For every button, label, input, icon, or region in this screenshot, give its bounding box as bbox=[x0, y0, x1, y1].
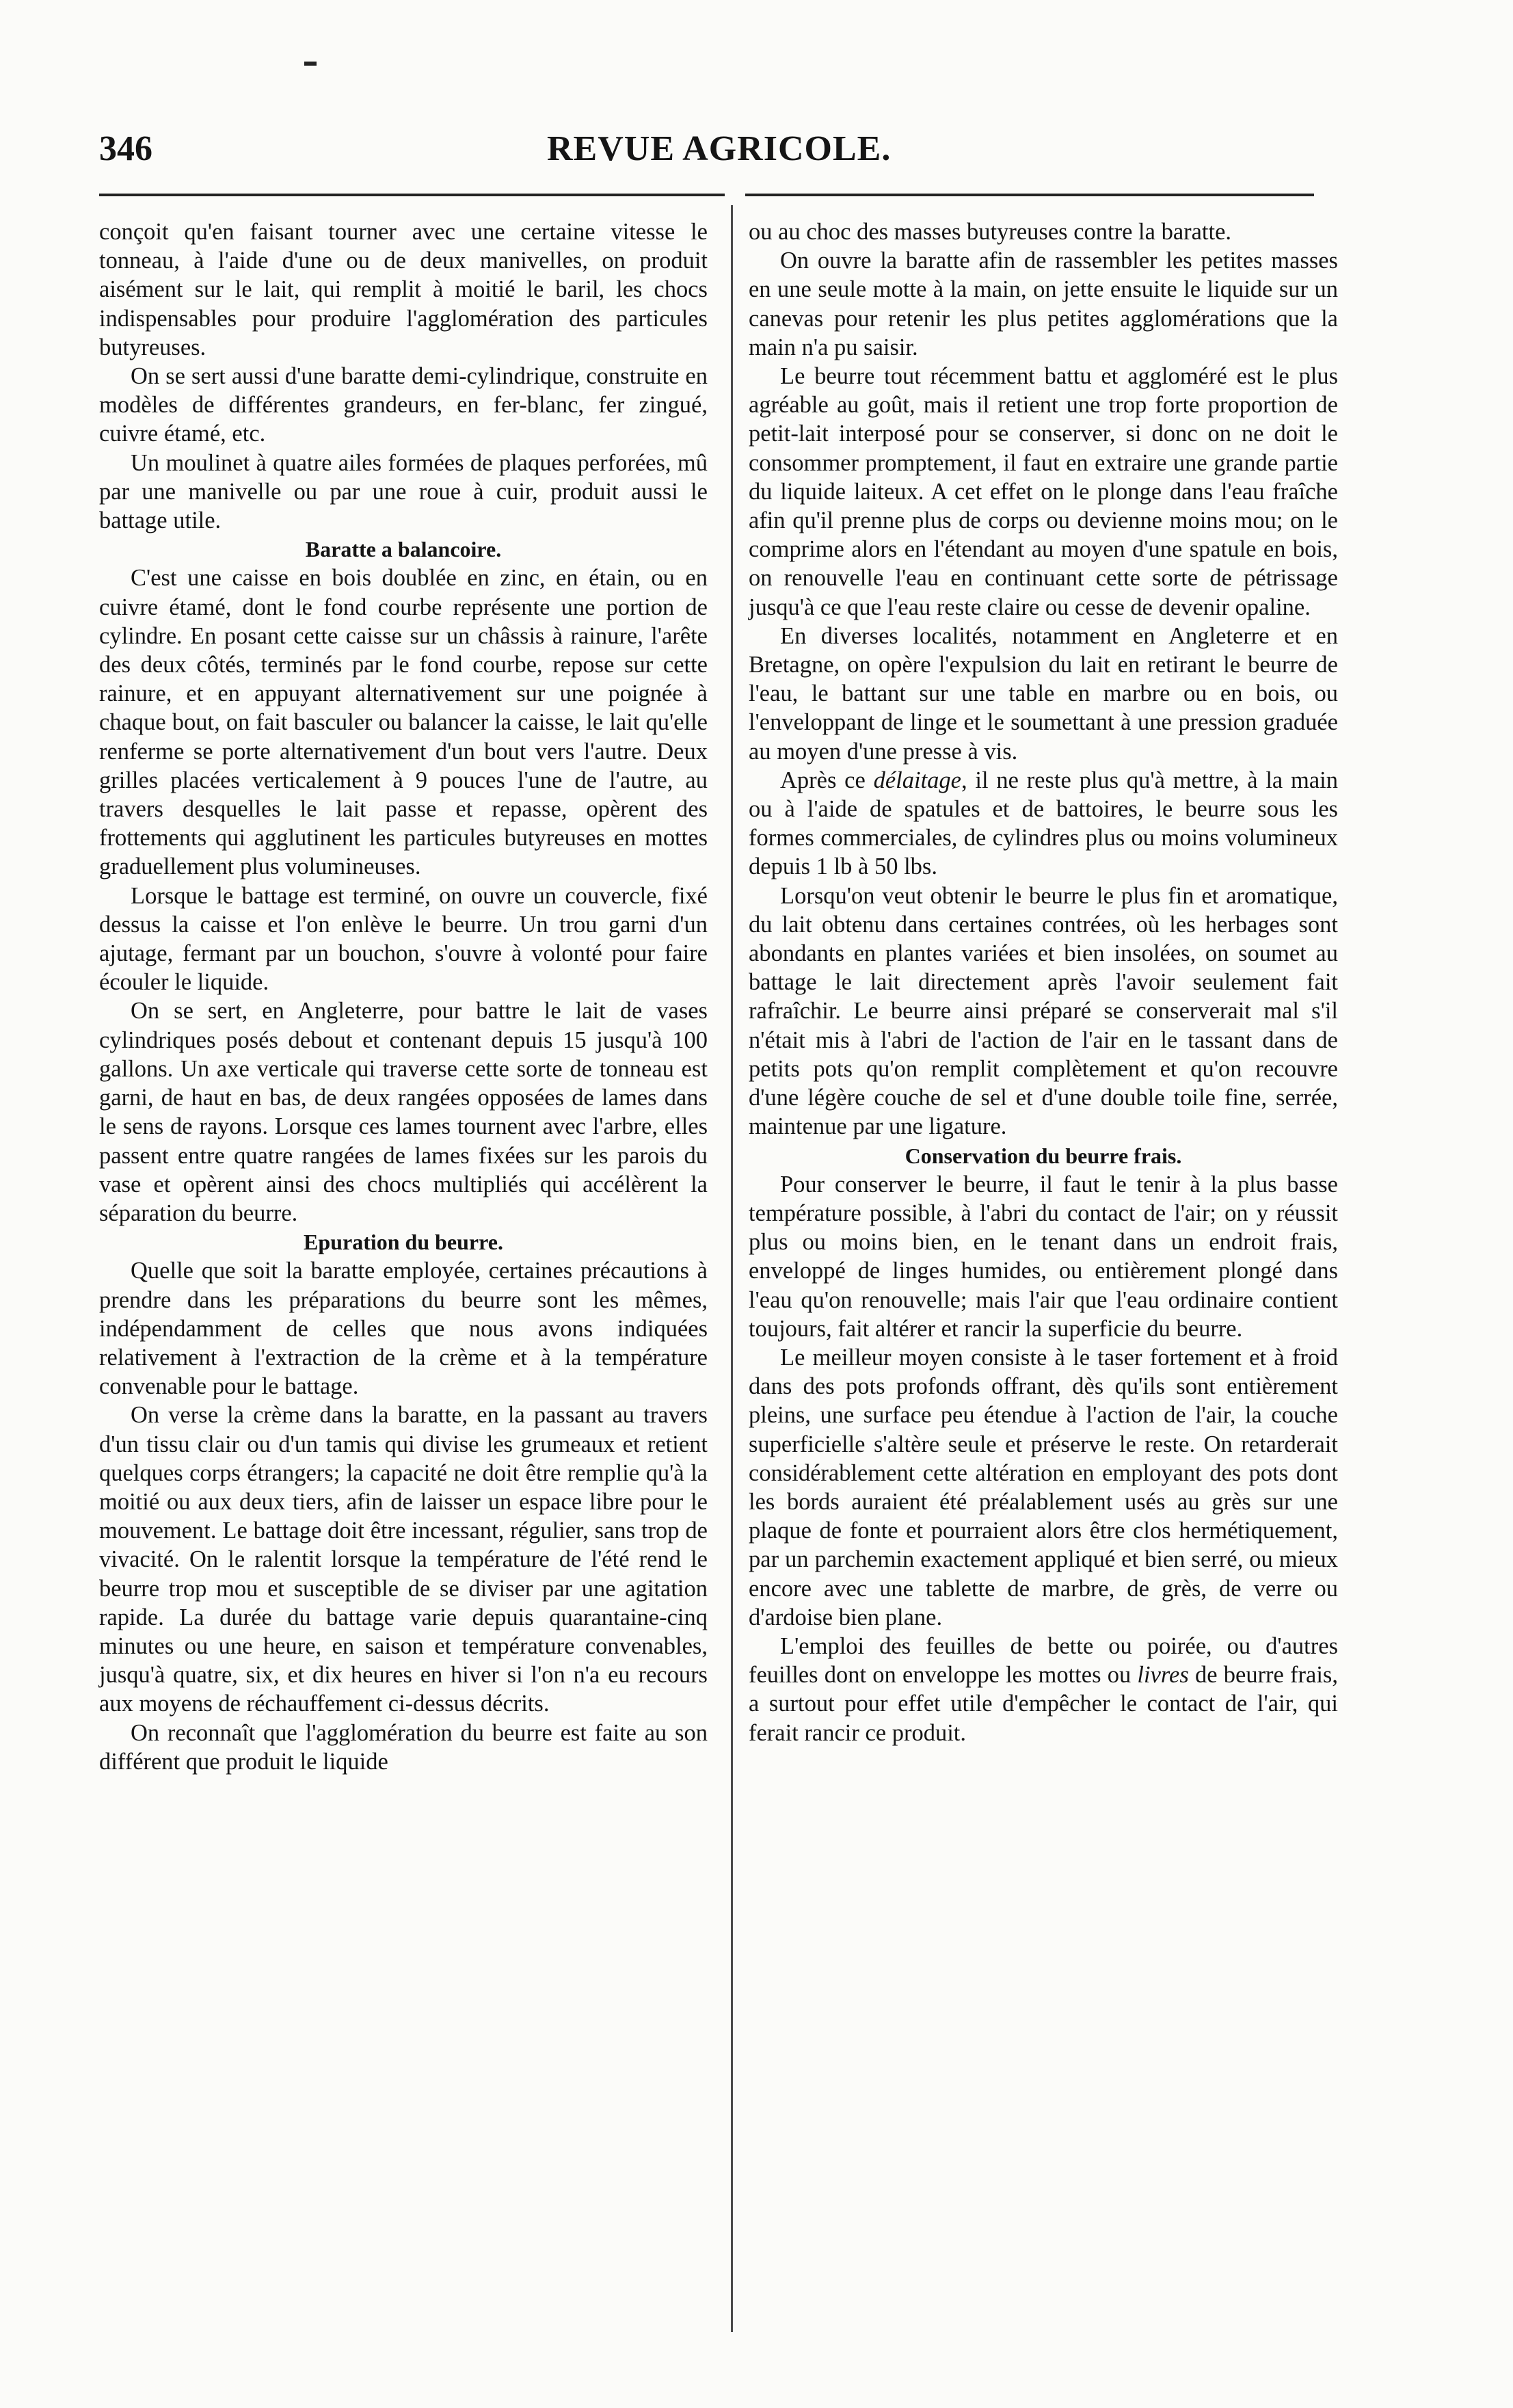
paragraph: ou au choc des masses butyreuses contre la baratte. bbox=[749, 219, 1232, 245]
paragraph: Le beurre tout récemment battu et aggloméré est le plus agréable au goût, mais il retient une trop forte proportion de petit-lait interposé pour se conserver, si donc on ne doit le consommer promptement, il faut en extraire une grande partie du liquide laiteux. A cet effet on le plonge dans l'eau fraîche afin qu'il prenne plus de corps ou devienne moins mou; on le comprime alors en l'étendant au moyen d'une spatule en bois, on renouvelle l'eau en continuant cette sorte de pétrissage jusqu'à ce que l'eau reste claire ou cesse de devenir opaline. bbox=[749, 363, 1338, 620]
paragraph: Lorsque le battage est terminé, on ouvre un couvercle, fixé dessus la caisse et l'on enlève le beurre. Un trou garni d'un ajutage, fermant par un bouchon, s'ouvre à volonté pour faire écouler le liquide. bbox=[99, 882, 708, 996]
paragraph: C'est une caisse en bois doublée en zinc, en étain, ou en cuivre étamé, dont le fond courbe représente une portion de cylindre. En posant cette caisse sur un châssis à rainure, l'arête des deux côtés, terminés par le fond courbe, repose sur cette rainure, et en appuyant alternativement sur une poignée à chaque bout, on fait basculer ou balancer la caisse, le lait qu'elle renferme se porte alternativement d'un bout vers l'autre. Deux grilles placées verticalement à 9 pouces l'une de l'autre, au travers desquelles le lait passe et repasse, opèrent des frottements qui agglutinent les particules butyreuses en mottes graduellement plus volumineuses. bbox=[99, 565, 708, 880]
paragraph: On verse la crème dans la baratte, en la passant au travers d'un tissu clair ou d'un tamis qui divise les grumeaux et retient quelques corps étrangers; la capacité ne doit être remplie qu'à la moitié ou aux deux tiers, afin de laisser un espace libre pour le mouvement. Le battage doit être incessant, régulier, sans trop de vivacité. On le ralentit lorsque la température de l'été rend le beurre trop mou et susceptible de se diviser par une agitation rapide. La durée du battage varie depuis quarantaine-cinq minutes ou une heure, en saison et température convenables, jusqu'à quatre, six, et dix heures en hiver si l'on n'a eu recours aux moyens de réchauffement ci-dessus décrits. bbox=[99, 1402, 708, 1717]
paragraph: Un moulinet à quatre ailes formées de plaques perforées, mû par une manivelle ou par une roue à cuir, produit aussi le battage utile. bbox=[99, 449, 708, 534]
header-rule-right bbox=[745, 194, 1314, 196]
paragraph: Pour conserver le beurre, il faut le tenir à la plus basse température possible, à l'abri du contact de l'air; on y réussit plus ou moins bien, en le tenant dans un endroit frais, enveloppé de linges humides, ou entièrement plongé dans l'eau qu'on renouvelle; mais l'air que l'eau ordinaire contient toujours, fait altérer et rancir la superficie du beurre. bbox=[749, 1171, 1338, 1342]
right-column bbox=[749, 217, 1338, 1747]
paragraph-text: Après ce bbox=[780, 767, 874, 793]
paragraph-text: de beurre frais, a surtout pour effet utile d'empêcher le contact de l'air, qui ferait rancir ce produit. bbox=[749, 1662, 1338, 1746]
paragraph-text: , il ne reste plus qu'à mettre, à la main ou à l'aide de spatules et de battoires, le beurre sous les formes commerciales, de cylindres plus ou moins volumineux depuis 1 lb à 50 lbs. bbox=[749, 767, 1338, 880]
ink-mark bbox=[304, 62, 317, 66]
paragraph-text: L'emploi des feuilles de bette ou poirée, ou d'autres feuilles dont on enveloppe les mottes ou bbox=[749, 1632, 1338, 1689]
paragraph: En diverses localités, notamment en Angleterre et en Bretagne, on opère l'expulsion du lait en retirant le beurre de l'eau, le battant sur une table en marbre ou en bois, ou l'enveloppant de linge et le soumettant à une pression graduée au moyen d'une presse à vis. bbox=[749, 622, 1338, 765]
section-heading: Epuration du beurre. bbox=[304, 1230, 503, 1255]
italic-term: délaitage bbox=[873, 767, 961, 793]
paragraph bbox=[749, 766, 1338, 882]
section-heading: Baratte a balancoire. bbox=[305, 537, 502, 562]
column-divider bbox=[731, 205, 733, 2332]
page-number: 346 bbox=[99, 129, 152, 168]
paragraph: On se sert aussi d'une baratte demi-cylindrique, construite en modèles de différentes grandeurs, en fer-blanc, fer zingué, cuivre étamé, etc. bbox=[99, 363, 708, 447]
paragraph: conçoit qu'en faisant tourner avec une certaine vitesse le tonneau, à l'aide d'une ou de deux manivelles, on produit aisément sur le lait, qui remplit à moitié le baril, les chocs indispensables pour produire l'agglomération des particules butyreuses. bbox=[99, 219, 708, 360]
running-title: REVUE AGRICOLE. bbox=[547, 129, 892, 168]
paragraph: Lorsqu'on veut obtenir le beurre le plus fin et aromatique, du lait obtenu dans certaines contrées, où les herbages sont abondants en plantes variées et bien insolées, on soumet au battage le lait directement après l'avoir seulement fait rafraîchir. Le beurre ainsi préparé se conserverait mal s'il n'était mis à l'abri de l'action de l'air en le tassant dans de petits pots qu'on remplit complètement et qu'on recouvre d'une légère couche de sel et d'une double toile fine, serrée, maintenue par une ligature. bbox=[749, 882, 1338, 1140]
paragraph: On se sert, en Angleterre, pour battre le lait de vases cylindriques posés debout et contenant depuis 15 jusqu'à 100 gallons. Un axe verticale qui traverse cette sorte de tonneau est garni, de haut en bas, de deux rangées opposées de lames dans le sens de rayons. Lorsque ces lames tournent avec l'arbre, elles passent entre quatre rangées de lames fixées sur les parois du vase et opèrent ainsi des chocs multipliés qui accélèrent la séparation du beurre. bbox=[99, 998, 708, 1226]
paragraph: Le meilleur moyen consiste à le taser fortement et à froid dans des pots profonds offrant, dès qu'ils sont entièrement pleins, une surface peu étendue à l'action de l'air, la couche superficielle s'altère seule et préserve le reste. On retarderait considérablement cette altération en employant des pots dont les bords auraient été préalablement usés au grès sur une plaque de fonte et pourraient alors être clos hermétiquement, par un parchemin exactement appliqué et bien serré, ou mieux encore avec une tablette de marbre, de grès, de verre ou d'ardoise bien plane. bbox=[749, 1344, 1338, 1630]
paragraph: On ouvre la baratte afin de rassembler les petites masses en une seule motte à la main, on jette ensuite le liquide sur un canevas pour retenir les plus petites agglomérations que la main n'a pu saisir. bbox=[749, 248, 1338, 360]
section-heading: Conservation du beurre frais. bbox=[905, 1143, 1182, 1168]
left-column bbox=[99, 217, 708, 1776]
paragraph bbox=[749, 1632, 1338, 1747]
paragraph: Quelle que soit la baratte employée, certaines précautions à prendre dans les préparations du beurre sont les mêmes, indépendamment de celles que nous avons indiquées relativement à l'extraction de la crème et à la température convenable pour le battage. bbox=[99, 1258, 708, 1400]
paragraph: On reconnaît que l'agglomération du beurre est faite au son différent que produit le liquide bbox=[99, 1719, 708, 1775]
header-rule-left bbox=[99, 194, 725, 196]
italic-term: livres bbox=[1137, 1662, 1189, 1689]
